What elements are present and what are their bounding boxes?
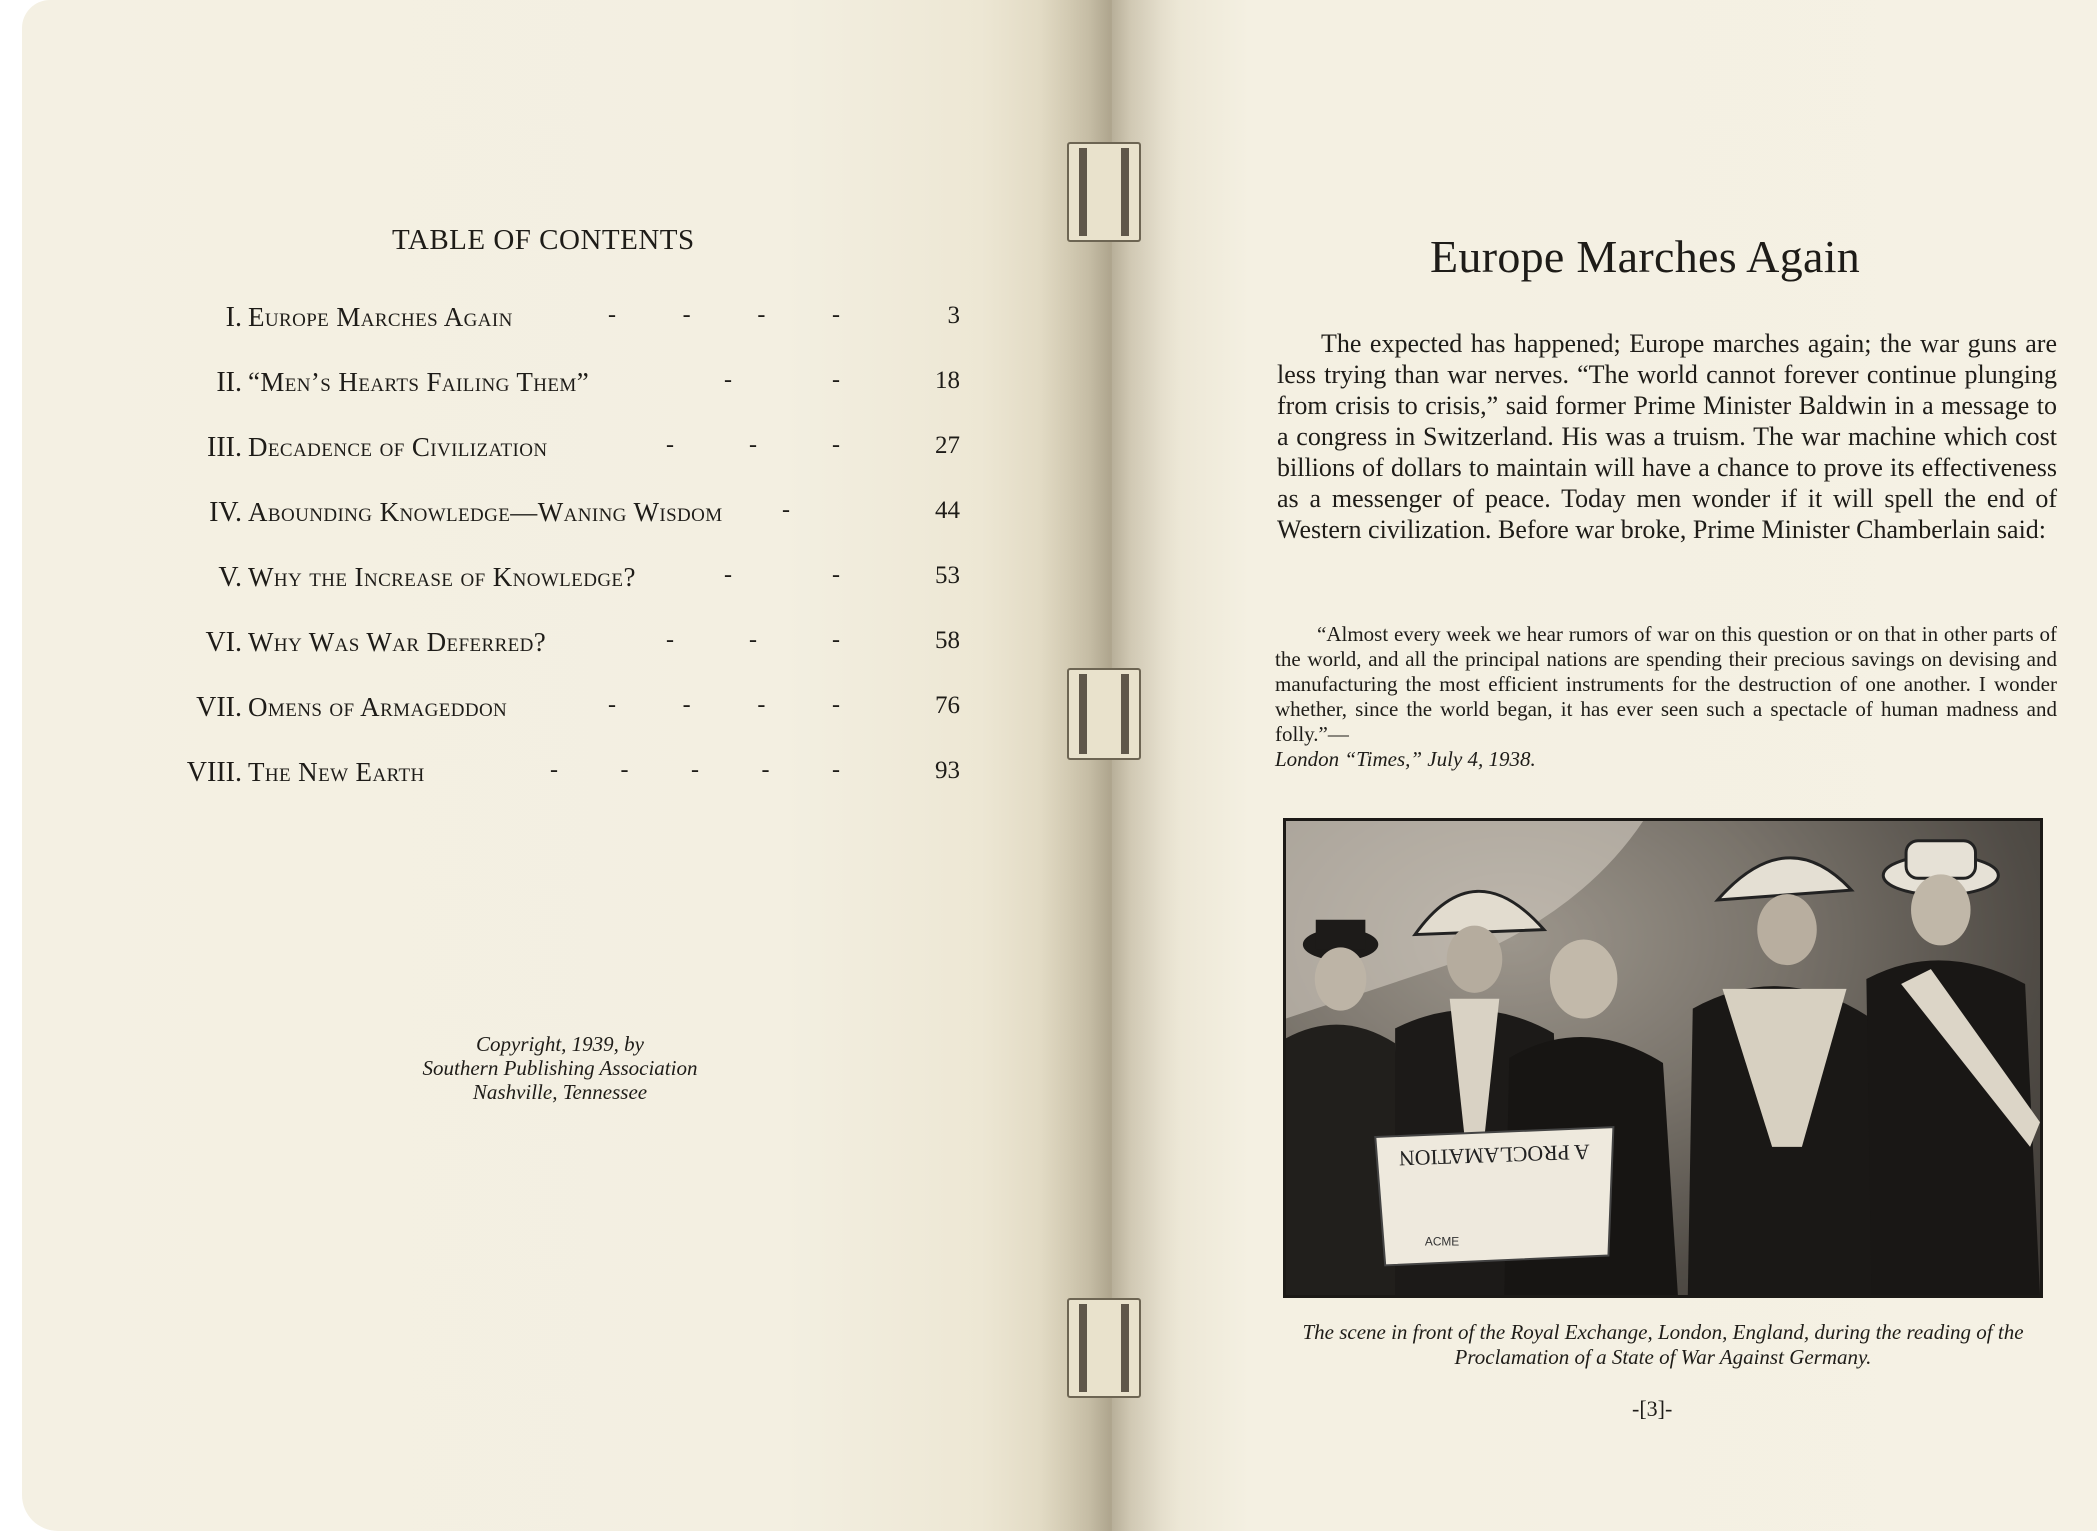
toc-entry-number: VIII.	[186, 757, 242, 788]
toc-leader-dash: -	[724, 367, 732, 393]
toc-leader-dash: -	[782, 497, 790, 523]
toc-leader-dash: -	[682, 302, 691, 328]
toc-entry-number: V.	[218, 562, 242, 593]
photo-illustration	[1286, 821, 2040, 1295]
toc-entry-number: IV.	[209, 497, 242, 528]
quote-text: “Almost every week we hear rumors of war on this question or on that in other parts of the world, and all the principal nations are spending their precious savings on devising and manufacturing the most efficient instruments for the destruction of one another. I wonder whether, since the world began, it has ever seen such a spectacle of human madness and folly.”—	[1275, 622, 2057, 746]
toc-entry	[150, 692, 960, 757]
toc-entry-page: 27	[935, 432, 960, 459]
body-paragraph: The expected has happened; Europe marches again; the war guns are less trying than war nerves. “The world cannot forever continue plunging from crisis to crisis,” said former Prime Minister Baldwin in a message to a congress in Switzerland. His was a truism. The war machine which cost billions of dollars to maintain will have a chance to prove its effectiveness as a messenger of peace. Today men wonder if it will spell the end of Western civilization. Before war broke, Prime Minister Chamberlain said:	[1277, 329, 2057, 544]
toc-leader-dash: -	[832, 627, 840, 653]
toc-entry-title: Europe Marches Again	[248, 302, 513, 332]
staple-middle	[1067, 668, 1141, 760]
toc-entry-title: The New Earth	[248, 757, 425, 787]
toc-entry	[150, 757, 960, 822]
toc-entry-number: VII.	[196, 692, 242, 723]
toc-dot-leader	[608, 302, 840, 329]
toc-dot-leader	[724, 562, 840, 589]
photograph	[1283, 818, 2043, 1298]
toc-dot-leader	[550, 757, 840, 784]
toc-leader-dash: -	[832, 432, 840, 458]
toc-entry	[150, 302, 960, 367]
toc-entry-page: 3	[947, 302, 960, 329]
publisher-name: Southern Publishing Association	[422, 1056, 698, 1080]
toc-leader-dash: -	[757, 302, 766, 328]
page-number: -[3]-	[1632, 1396, 1673, 1421]
toc-leader-dash: -	[749, 432, 757, 458]
toc-entry	[150, 367, 960, 432]
toc-leader-dash: -	[608, 692, 616, 718]
toc-entry-page: 76	[935, 692, 960, 719]
copyright-line: Copyright, 1939, by	[476, 1032, 644, 1056]
toc-entry-number: I.	[225, 302, 242, 333]
toc-entry-number: III.	[207, 432, 242, 463]
toc-entry-number: II.	[216, 367, 242, 398]
toc-leader-dash: -	[832, 562, 840, 588]
toc-entry	[150, 432, 960, 497]
toc-leader-dash: -	[620, 757, 629, 783]
toc-leader-dash: -	[832, 367, 840, 393]
toc-entry	[150, 562, 960, 627]
toc-leader-dash: -	[691, 757, 699, 783]
toc-leader-dash: -	[832, 757, 840, 783]
toc-entry-title: Omens of Armageddon	[248, 692, 508, 722]
toc-entry-title: Decadence of Civilization	[248, 432, 548, 462]
toc-dot-leader	[608, 692, 840, 719]
toc-dot-leader	[782, 497, 840, 524]
toc-entry-page: 58	[935, 627, 960, 654]
toc-entry-number: VI.	[205, 627, 242, 658]
toc-leader-dash: -	[724, 562, 732, 588]
toc-leader-dash: -	[550, 757, 558, 783]
toc-leader-dash: -	[666, 432, 674, 458]
chapter-title: Europe Marches Again	[1430, 231, 1861, 282]
staple-bottom	[1067, 1298, 1141, 1398]
toc-entry-title: Why the Increase of Knowledge?	[248, 562, 636, 592]
toc-title: TABLE OF CONTENTS	[392, 224, 695, 256]
toc-entry-page: 93	[935, 757, 960, 784]
toc-entry-title: Why Was War Deferred?	[248, 627, 547, 657]
quotation	[1275, 622, 2057, 772]
toc-leader-dash: -	[831, 692, 840, 718]
toc-leader-dash: -	[749, 627, 757, 653]
proclamation-text: A PROCLAMATION	[1398, 1139, 1591, 1171]
toc-list	[150, 302, 960, 822]
toc-leader-dash: -	[682, 692, 691, 718]
toc-leader-dash: -	[831, 302, 840, 328]
toc-leader-dash: -	[666, 627, 674, 653]
toc-dot-leader	[666, 432, 840, 459]
toc-entry	[150, 497, 960, 562]
toc-leader-dash: -	[757, 692, 766, 718]
quote-source: London “Times,” July 4, 1938.	[1275, 747, 1536, 771]
toc-leader-dash: -	[608, 302, 616, 328]
toc-entry-page: 44	[935, 497, 960, 524]
toc-leader-dash: -	[761, 757, 770, 783]
toc-entry-page: 18	[935, 367, 960, 394]
toc-entry-title: “Men’s Hearts Failing Them”	[248, 367, 590, 397]
photo-caption: The scene in front of the Royal Exchange, London, England, during the reading of the Proclamation of a State of War Against Germany.	[1302, 1320, 2024, 1369]
toc-dot-leader	[724, 367, 840, 394]
staple-top	[1067, 142, 1141, 242]
copyright-notice	[370, 1032, 750, 1104]
toc-dot-leader	[666, 627, 840, 654]
toc-entry-page: 53	[935, 562, 960, 589]
publisher-location: Nashville, Tennessee	[472, 1080, 648, 1104]
toc-entry	[150, 627, 960, 692]
toc-entry-title: Abounding Knowledge—Waning Wisdom	[248, 497, 723, 527]
photo-credit: ACME	[1424, 1234, 1460, 1249]
